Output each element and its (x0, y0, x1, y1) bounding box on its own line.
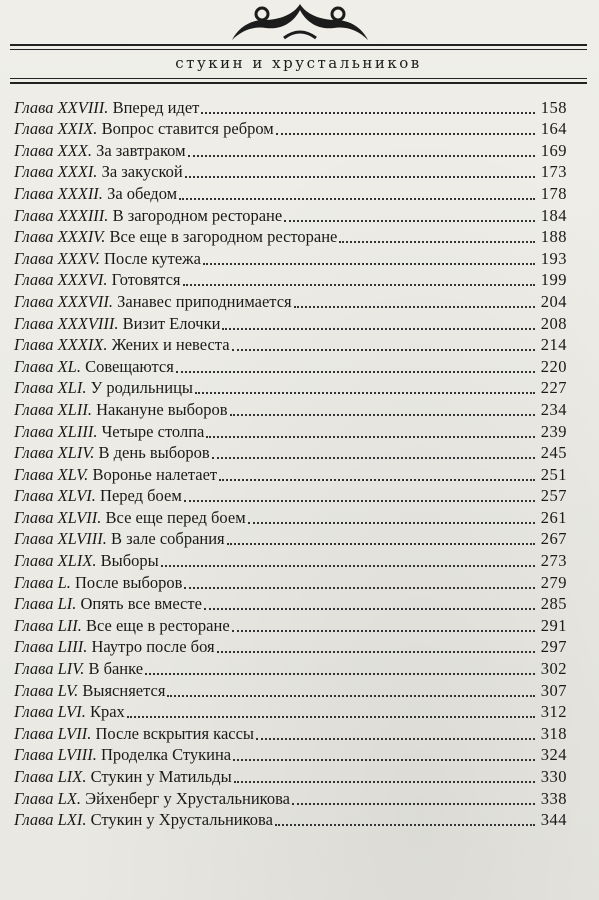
page-number: 199 (540, 270, 567, 290)
toc-entry (14, 441, 567, 463)
toc-entry (14, 117, 567, 139)
page-number: 208 (540, 313, 567, 333)
toc-entry (14, 95, 567, 117)
toc-entry (14, 721, 567, 743)
chapter-title: Вопрос ставится ребром (101, 119, 274, 139)
table-of-contents (14, 95, 567, 829)
page-number: 188 (540, 227, 567, 247)
dot-leader (230, 414, 535, 416)
chapter-number: Глава XXXIII. (14, 205, 109, 225)
chapter-title: Выясняется (82, 680, 166, 700)
toc-entry (14, 656, 567, 678)
page-number: 214 (540, 335, 567, 355)
chapter-title: Проделка Стукина (100, 745, 232, 765)
chapter-title: Стукин у Матильды (90, 767, 232, 786)
chapter-number: Глава XXXVI. (14, 270, 108, 290)
dot-leader (185, 176, 535, 178)
chapter-title: За завтраком (96, 140, 186, 160)
toc-entry (14, 376, 567, 398)
dot-leader (204, 608, 535, 610)
chapter-title: Накануне выборов (96, 399, 228, 419)
page-number: 267 (540, 529, 567, 549)
page-number: 318 (540, 723, 567, 743)
toc-entry (14, 786, 567, 808)
dot-leader (294, 306, 535, 308)
toc-entry (14, 764, 567, 786)
chapter-number: Глава XLI. (14, 378, 87, 398)
toc-entry (14, 570, 567, 592)
dot-leader (127, 716, 535, 718)
page-number: 251 (540, 464, 567, 484)
dot-leader (256, 738, 535, 740)
page-number: 261 (540, 507, 567, 527)
chapter-title: Занавес приподнимается (117, 291, 292, 311)
chapter-number: Глава XXXI. (14, 162, 98, 182)
dot-leader (227, 543, 535, 545)
page-number: 164 (540, 119, 567, 139)
page-number: 227 (540, 378, 567, 398)
toc-entry (14, 484, 567, 506)
toc-entry (14, 181, 567, 203)
toc-entry (14, 592, 567, 614)
flourish-ornament (224, 0, 376, 44)
page-number: 193 (540, 248, 567, 268)
page-number: 291 (540, 615, 567, 635)
chapter-title: Все еще в ресторане (86, 615, 230, 635)
page-number: 285 (540, 594, 567, 614)
toc-entry (14, 138, 567, 160)
chapter-number: Глава LV. (14, 680, 79, 700)
page-number: 245 (540, 443, 567, 463)
chapter-number: Глава XLVIII. (14, 529, 107, 549)
dot-leader (183, 284, 536, 286)
dot-leader (292, 803, 535, 805)
page-number: 178 (540, 183, 567, 203)
dot-leader (232, 630, 535, 632)
toc-entry (14, 700, 567, 722)
dot-leader (219, 479, 535, 481)
dot-leader (184, 500, 535, 502)
chapter-number: Глава XXX. (14, 140, 92, 160)
toc-entry (14, 333, 567, 355)
dot-leader (167, 695, 535, 697)
toc-entry (14, 160, 567, 182)
chapter-number: Глава XXIX. (14, 119, 98, 139)
chapter-number: Глава XXXV. (14, 248, 100, 268)
toc-entry (14, 635, 567, 657)
chapter-title: Крах (89, 702, 125, 722)
running-head-band (10, 44, 587, 84)
toc-entry (14, 289, 567, 311)
chapter-title: Опять все вместе (80, 594, 202, 614)
chapter-number: Глава LXI. (14, 810, 87, 830)
chapter-title: В день выборов (98, 443, 210, 463)
chapter-number: Глава LII. (14, 615, 82, 635)
toc-entry (14, 419, 567, 441)
page-number: 273 (540, 551, 567, 571)
dot-leader (179, 198, 535, 200)
chapter-number: Глава LX. (14, 788, 81, 808)
chapter-title: У родильницы (90, 378, 193, 398)
dot-leader (234, 781, 535, 783)
toc-entry (14, 354, 567, 376)
page-number: 297 (540, 637, 567, 657)
chapter-title: Четыре столпа (101, 421, 205, 441)
chapter-title: Стукин у Хрустальникова (90, 810, 273, 830)
chapter-number: Глава LVIII. (14, 745, 97, 765)
toc-entry (14, 203, 567, 225)
toc-entry (14, 311, 567, 333)
chapter-title: После выборов (75, 572, 183, 592)
page-number: 220 (540, 356, 567, 376)
header-rule-top (10, 44, 587, 46)
chapter-title: Все еще в загородном ресторане (109, 227, 338, 247)
chapter-title: Жених и невеста (111, 335, 230, 355)
chapter-title: Наутро после боя (91, 637, 215, 657)
chapter-title: За закуской (101, 162, 183, 182)
dot-leader (233, 759, 535, 761)
chapter-title: В зале собрания (111, 529, 225, 549)
page-number: 158 (540, 97, 567, 117)
chapter-number: Глава LI. (14, 594, 77, 614)
chapter-title: Готовятся (111, 270, 181, 290)
page-number: 344 (540, 810, 567, 830)
chapter-number: Глава LIV. (14, 659, 85, 679)
chapter-number: Глава XXXII. (14, 183, 103, 203)
chapter-number: Глава XXVIII. (14, 97, 109, 117)
dot-leader (222, 328, 535, 330)
chapter-number: Глава LIII. (14, 637, 88, 657)
chapter-title: Перед боем (100, 486, 182, 506)
toc-entry (14, 268, 567, 290)
chapter-title: Совещаются (85, 356, 174, 376)
chapter-number: Глава LVII. (14, 723, 92, 743)
page-number: 338 (540, 788, 567, 808)
chapter-number: Глава XXXIV. (14, 227, 106, 247)
chapter-number: Глава XXXVIII. (14, 313, 119, 333)
toc-entry (14, 678, 567, 700)
page-number: 312 (540, 702, 567, 722)
chapter-number: Глава XXXIX. (14, 335, 108, 355)
dot-leader (195, 392, 535, 394)
chapter-title: За обедом (107, 183, 178, 203)
dot-leader (232, 349, 535, 351)
toc-entry (14, 548, 567, 570)
dot-leader (184, 587, 535, 589)
page-number: 169 (540, 140, 567, 160)
dot-leader (248, 522, 535, 524)
dot-leader (212, 457, 535, 459)
dot-leader (176, 371, 535, 373)
dot-leader (339, 241, 535, 243)
toc-entry (14, 246, 567, 268)
dot-leader (161, 565, 535, 567)
chapter-title: После кутежа (104, 248, 201, 268)
chapter-title: Эйхенберг у Хрустальникова (85, 788, 290, 808)
toc-entry (14, 225, 567, 247)
chapter-number: Глава LIX. (14, 767, 87, 786)
header-rule-top-thin (10, 49, 587, 50)
chapter-number: Глава XL. (14, 356, 81, 376)
chapter-title: В загородном ресторане (112, 205, 283, 225)
dot-leader (217, 651, 535, 653)
page-number: 330 (540, 767, 567, 786)
toc-entry (14, 462, 567, 484)
chapter-title: Визит Елочки (122, 313, 221, 333)
toc-entry (14, 613, 567, 635)
dot-leader (284, 220, 535, 222)
toc-entry (14, 505, 567, 527)
page-number: 302 (540, 659, 567, 679)
chapter-number: Глава XLII. (14, 399, 92, 419)
page-number: 307 (540, 680, 567, 700)
chapter-title: В банке (88, 659, 144, 679)
page-number: 257 (540, 486, 567, 506)
chapter-number: Глава L. (14, 572, 71, 592)
dot-leader (203, 263, 535, 265)
chapter-number: Глава XLIX. (14, 551, 97, 571)
dot-leader (201, 112, 535, 114)
running-head: стукин и хрустальников (175, 54, 422, 72)
toc-entry (14, 397, 567, 419)
page-number: 173 (540, 162, 567, 182)
chapter-number: Глава XXXVII. (14, 291, 114, 311)
chapter-number: Глава XLVI. (14, 486, 96, 506)
chapter-number: Глава XLIV. (14, 443, 95, 463)
dot-leader (275, 824, 535, 826)
chapter-title: Все еще перед боем (105, 507, 246, 527)
page-number: 279 (540, 572, 567, 592)
toc-entry (14, 808, 567, 830)
page-number: 324 (540, 745, 567, 765)
chapter-title: Воронье налетает (92, 464, 218, 484)
toc-entry (14, 527, 567, 549)
chapter-title: Вперед идет (112, 97, 200, 117)
dot-leader (145, 673, 535, 675)
chapter-title: Выборы (100, 551, 159, 571)
chapter-number: Глава XLVII. (14, 507, 102, 527)
header-rule-bottom (10, 82, 587, 84)
chapter-number: Глава LVI. (14, 702, 86, 722)
header-rule-bottom-thin (10, 78, 587, 79)
dot-leader (188, 155, 535, 157)
toc-entry (14, 743, 567, 765)
page-number: 239 (540, 421, 567, 441)
page-number: 234 (540, 399, 567, 419)
chapter-title: После вскрытия кассы (95, 723, 254, 743)
page-number: 184 (540, 205, 567, 225)
chapter-number: Глава XLV. (14, 464, 89, 484)
dot-leader (276, 133, 535, 135)
dot-leader (206, 436, 535, 438)
page-number: 204 (540, 291, 567, 311)
chapter-number: Глава XLIII. (14, 421, 98, 441)
